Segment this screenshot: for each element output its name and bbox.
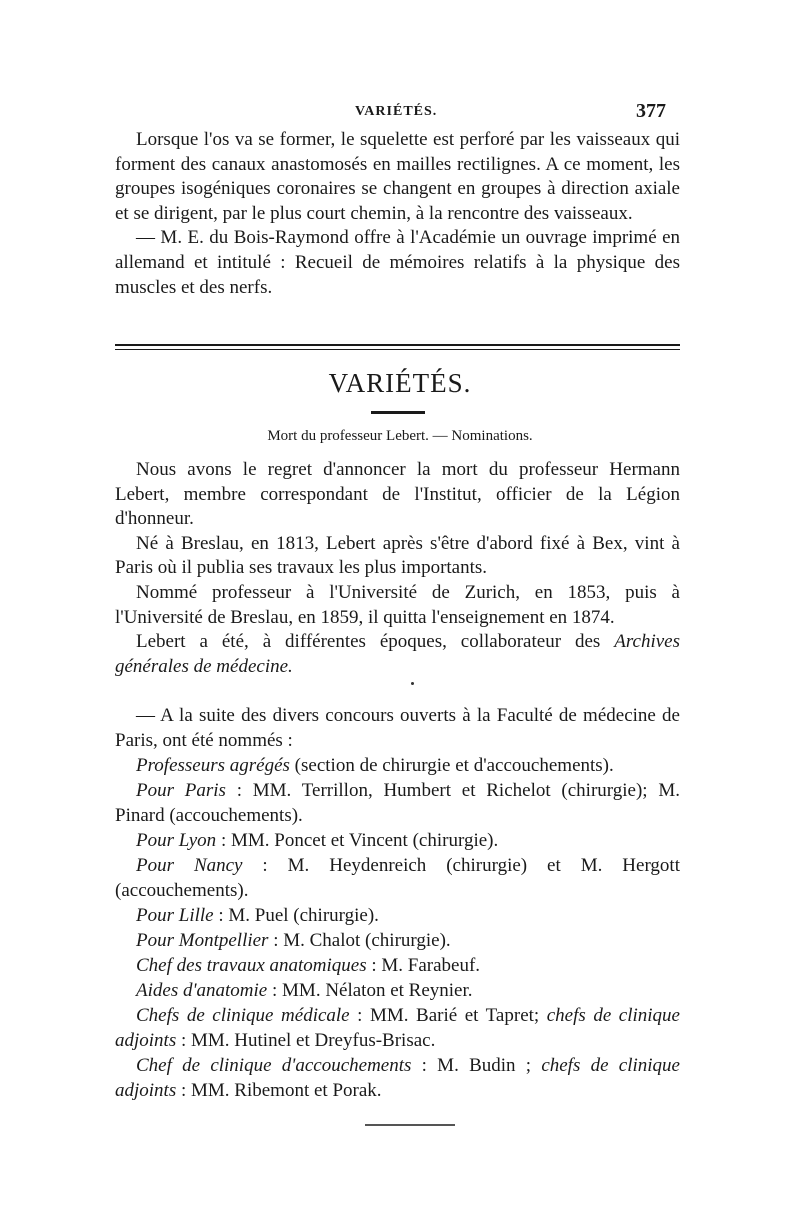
nomination-text: : M. Farabeuf. [366, 955, 481, 977]
nominations [115, 704, 680, 1103]
nomination-item [115, 978, 680, 1003]
nomination-text: (section de chirurgie et d'accouchements). [289, 755, 614, 777]
nomination-lead: Pour Nancy [136, 855, 243, 877]
running-head [0, 100, 800, 124]
paragraph-bone-formation: Lorsque l'os va se former, le squelette est perforé par les vaisseaux qui forment des canaux anastomosés en mailles rectilignes. A ce moment, les groupes isogéniques coronaires se changent en groupes à direction axiale et se dirigent, par le plus court chemin, à la rencontre des vaisseaux. [115, 129, 680, 224]
paragraph-lebert-archives [115, 630, 680, 679]
nomination-lead: Chef des travaux anatomiques [136, 955, 367, 977]
nomination-text: : M. Heydenreich (chirurgie) et M. Hergott (accouchements). [115, 855, 680, 902]
separator-dot [411, 682, 414, 685]
running-title: VARIÉTÉS. [355, 104, 438, 119]
nomination-item [115, 903, 680, 928]
end-rule [365, 1124, 455, 1126]
nomination-text-secondary: : MM. Ribemont et Porak. [176, 1080, 382, 1102]
paragraph-lebert-career: Nommé professeur à l'Université de Zurich, en 1853, puis à l'Université de Breslau, en 1859, il quitta l'enseignement en 1874. [115, 581, 680, 628]
nomination-text: : M. Chalot (chirurgie). [268, 930, 451, 952]
nomination-lead: Pour Montpellier [136, 930, 269, 952]
paragraph-bois-raymond: — M. E. du Bois-Raymond offre à l'Académie un ouvrage imprimé en allemand et intitulé : Recueil de mémoires relatifs à la physique des muscles et des nerfs. [115, 227, 680, 298]
nomination-lead-secondary: chefs de clinique adjoints [115, 1055, 680, 1102]
nomination-item [115, 828, 680, 853]
nomination-text: : MM. Poncet et Vincent (chirurgie). [216, 830, 499, 852]
nomination-text: : M. Budin ; [411, 1055, 542, 1077]
nomination-text: : MM. Nélaton et Reynier. [267, 980, 473, 1002]
title-rule [371, 411, 425, 414]
nomination-item [115, 1053, 680, 1103]
nomination-item [115, 778, 680, 828]
nomination-item [115, 1003, 680, 1053]
nomination-lead: Pour Lille [136, 905, 214, 927]
nomination-text: : MM. Barié et Tapret; [349, 1005, 547, 1027]
nomination-lead: Aides d'anatomie [136, 980, 268, 1002]
nominations-list [115, 753, 680, 1103]
nomination-item [115, 753, 680, 778]
page-number: 377 [636, 100, 666, 122]
nomination-text-secondary: : MM. Hutinel et Dreyfus-Brisac. [176, 1030, 436, 1052]
top-text [115, 128, 680, 300]
nomination-item [115, 928, 680, 953]
nomination-lead: Professeurs agrégés [136, 755, 290, 777]
paragraph-lebert-birth: Né à Breslau, en 1813, Lebert après s'être d'abord fixé à Bex, vint à Paris où il publia ses travaux les plus importants. [115, 532, 680, 579]
nomination-lead: Pour Lyon [136, 830, 217, 852]
nomination-lead: Chefs de clinique médicale [136, 1005, 350, 1027]
nomination-lead: Pour Paris [136, 780, 226, 802]
nomination-text: : MM. Terrillon, Humbert et Richelot (chirurgie); M. Pinard (accouchements). [115, 780, 680, 827]
section-subtitle: Mort du professeur Lebert. — Nominations. [267, 428, 533, 444]
lebert-archives-text: Lebert a été, à différentes époques, collaborateur des [136, 631, 615, 653]
paragraph-nominations-intro: — A la suite des divers concours ouverts à la Faculté de médecine de Paris, ont été nommés : [115, 705, 680, 751]
nomination-lead-secondary: chefs de clinique adjoints [115, 1005, 680, 1052]
nomination-item [115, 953, 680, 978]
lebert-obituary [115, 458, 680, 679]
archives-title: Archives générales de médecine. [115, 631, 680, 677]
section-title: VARIÉTÉS. [328, 368, 472, 398]
paragraph-lebert-death: Nous avons le regret d'annoncer la mort du professeur Hermann Lebert, membre correspondant de l'Institut, officier de la Légion d'honneur. [115, 459, 680, 530]
nomination-lead: Chef de clinique d'accouchements [136, 1055, 412, 1077]
double-rule [115, 344, 680, 352]
nomination-text: : M. Puel (chirurgie). [213, 905, 379, 927]
nomination-item [115, 853, 680, 903]
